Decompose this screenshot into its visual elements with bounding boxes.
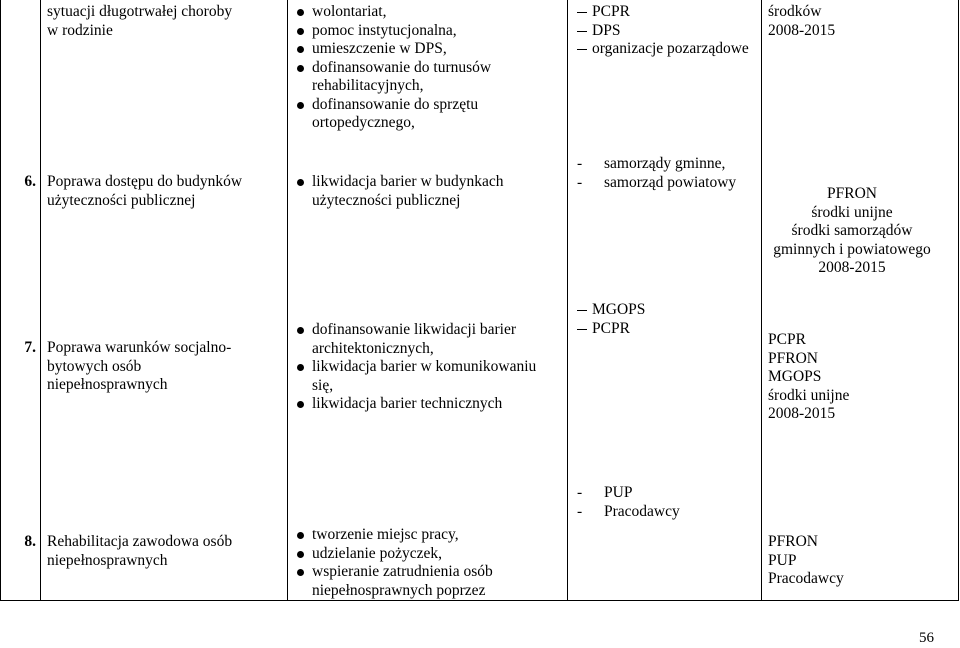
funding-line: środki samorządów gminnych i powiatowego — [773, 222, 931, 258]
funding-line: Pracodawcy — [768, 570, 844, 587]
funding-line: środki unijne — [811, 203, 893, 221]
action-item: likwidacja barier w komunikowaniu się, — [296, 358, 558, 395]
row-actions — [296, 3, 558, 133]
goal-line: niepełnosprawnych — [47, 376, 168, 393]
action-item: wspieranie zatrudnienia osób niepełnosprawnych poprzez — [296, 563, 512, 600]
column-divider-3 — [567, 0, 568, 601]
responsible-item: DPS — [576, 22, 758, 41]
goal-line: Rehabilitacja zawodowa osób — [47, 533, 233, 550]
funding-line: środki unijne — [768, 386, 850, 404]
column-divider-2 — [287, 0, 288, 601]
row-goal — [47, 339, 283, 395]
row-actions — [296, 526, 558, 600]
responsible-item: organizacje pozarządowe — [576, 40, 758, 59]
row-responsible — [576, 155, 758, 192]
action-item: wolontariat, — [296, 3, 558, 22]
row-funding — [764, 185, 940, 278]
responsible-item: PCPR — [576, 3, 758, 22]
page-number: 56 — [919, 630, 934, 646]
table-border-left — [0, 0, 1, 601]
funding-line: 2008-2015 — [768, 405, 836, 422]
responsible-item: - Pracodawcy — [576, 503, 758, 522]
action-item: dofinansowanie likwidacji barier architektonicznych, — [296, 321, 552, 358]
action-item: dofinansowanie do turnusów rehabilitacyjnych, — [296, 59, 542, 96]
column-divider-4 — [761, 0, 762, 601]
funding-line: 2008-2015 — [768, 21, 836, 39]
table-bottom-border — [0, 600, 959, 601]
funding-line: 2008-2015 — [818, 259, 886, 276]
funding-line: PCPR — [768, 331, 806, 348]
row-funding — [768, 331, 954, 424]
goal-line: Poprawa dostępu do budynków — [47, 173, 243, 190]
action-item: udzielanie pożyczek, — [296, 545, 558, 564]
funding-line: PFRON — [768, 533, 818, 550]
row-goal — [47, 173, 283, 210]
action-item: pomoc instytucjonalna, — [296, 22, 558, 41]
row-actions — [296, 173, 546, 210]
row-number: 6. — [24, 173, 36, 190]
row-number: 7. — [24, 339, 36, 356]
row-actions — [296, 321, 558, 414]
goal-line: niepełnosprawnych — [47, 551, 168, 569]
funding-line: MGOPS — [768, 368, 822, 385]
row-funding — [768, 533, 954, 589]
row-responsible — [576, 3, 758, 59]
responsible-item: - samorządy gminne, — [576, 155, 758, 174]
responsible-item: - samorząd powiatowy — [576, 174, 758, 193]
column-divider-1 — [40, 0, 41, 601]
action-item: likwidacja barier w budynkach użyteczności publicznej — [296, 173, 508, 210]
goal-line: Poprawa warunków socjalno- — [47, 339, 232, 356]
funding-line: PUP — [768, 551, 797, 569]
funding-line: PFRON — [768, 349, 818, 367]
row-goal — [47, 533, 283, 570]
funding-line: środków — [768, 3, 822, 20]
goal-line: bytowych osób — [47, 357, 142, 375]
responsible-item: - PUP — [576, 484, 758, 503]
goal-line: sytuacji długotrwałej choroby — [47, 3, 233, 20]
action-item: likwidacja barier technicznych — [296, 395, 558, 414]
responsible-item: MGOPS — [576, 301, 758, 320]
action-item: umieszczenie w DPS, — [296, 40, 558, 59]
row-responsible — [576, 484, 758, 521]
action-item: dofinansowanie do sprzętu ortopedycznego, — [296, 96, 512, 133]
goal-line: w rodzinie — [47, 21, 113, 39]
action-item: tworzenie miejsc pracy, — [296, 526, 558, 545]
row-number: 8. — [24, 533, 36, 550]
row-responsible — [576, 301, 758, 338]
row-funding — [768, 3, 954, 40]
goal-line: użyteczności publicznej — [47, 191, 196, 209]
responsible-item: PCPR — [576, 320, 758, 339]
table-border-right — [958, 0, 959, 601]
row-goal — [47, 3, 283, 40]
funding-line: PFRON — [827, 185, 877, 202]
